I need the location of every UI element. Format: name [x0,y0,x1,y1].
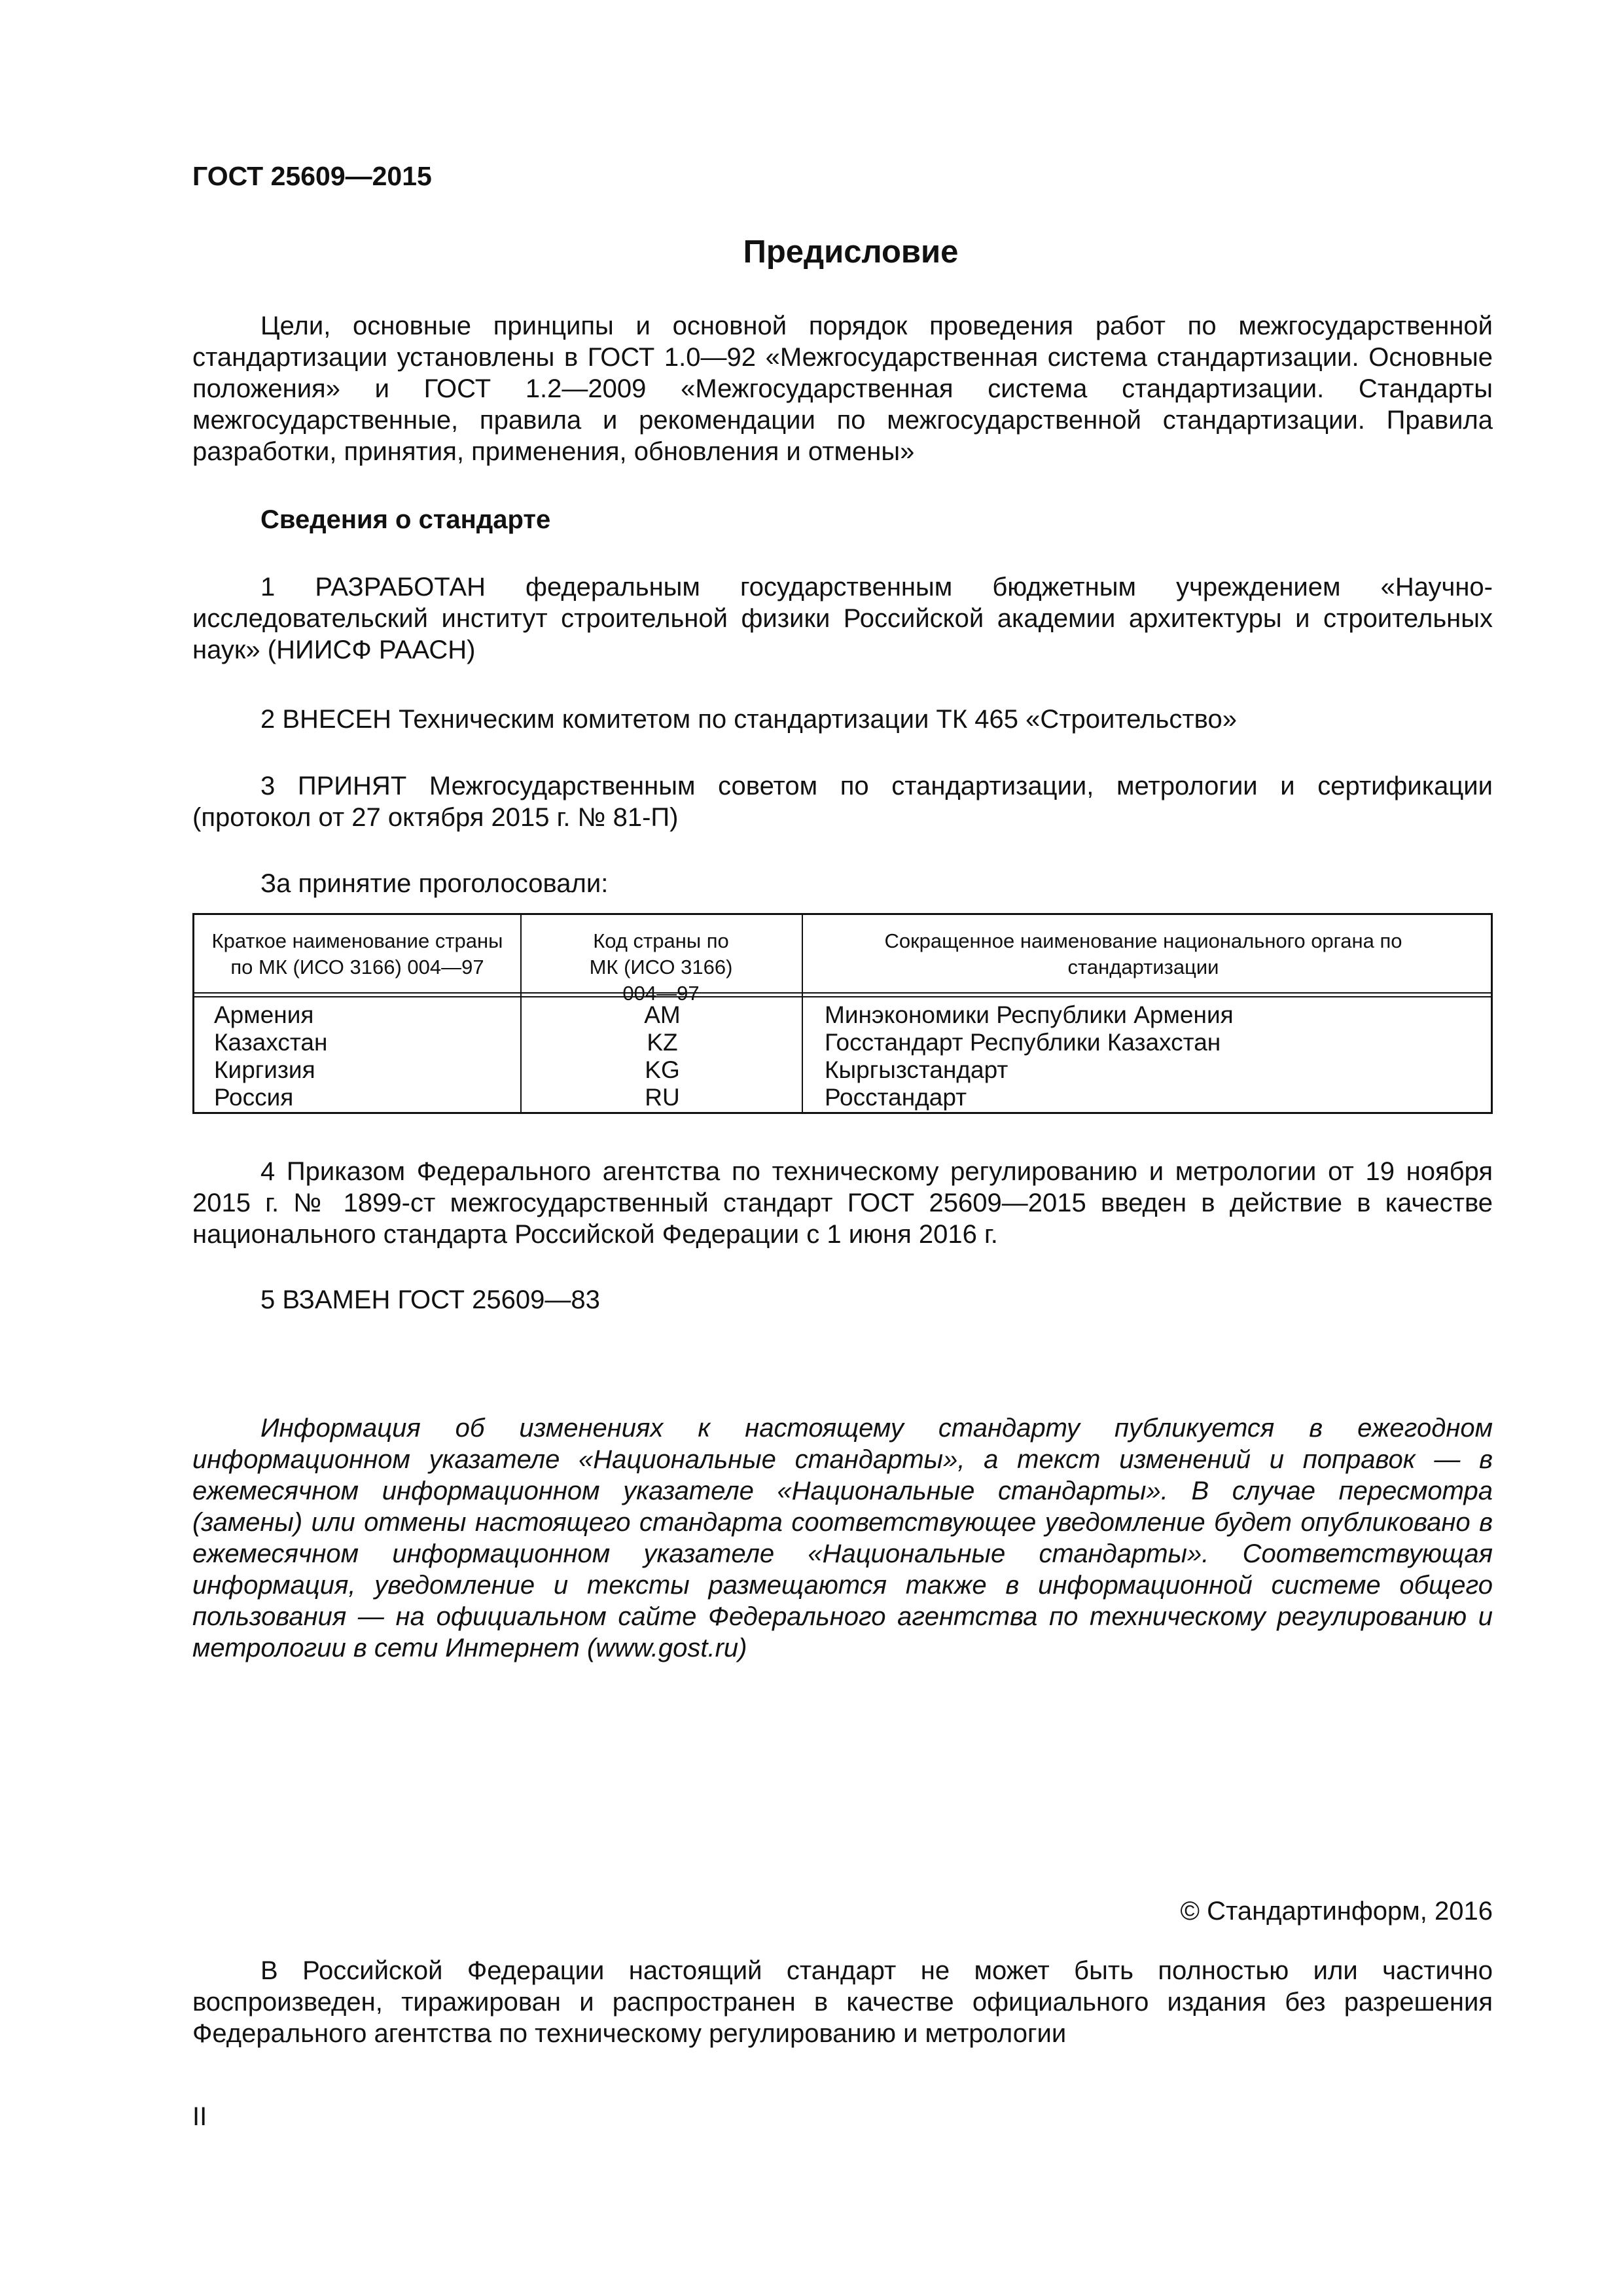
table-header-country: Краткое наименование страны по МК (ИСО 3166) 004—97 [211,929,503,978]
page-number: II [192,2102,207,2131]
table-column-body [825,1001,1234,1111]
item-introduced: 2 ВНЕСЕН Техническим комитетом по стандартизации ТК 465 «Строительство» [260,705,1237,734]
copyright: © Стандартинформ, 2016 [1180,1897,1493,1926]
table-cell: KZ [647,1029,678,1056]
table-divider [194,996,1491,997]
reproduction-notice: В Российской Федерации настоящий стандарт не может быть полностью или частично воспроизведен, тиражирован и распространен в качестве официального издания без разрешения Федерального агентства по техническому регулированию и метрологии [192,1956,1493,2048]
table-cell: Госстандарт Республики Казахстан [825,1029,1221,1056]
item-replaces: 5 ВЗАМЕН ГОСТ 25609—83 [260,1285,600,1314]
vote-label: За принятие проголосовали: [260,869,609,898]
table-cell: RU [645,1084,680,1111]
table-header-body: Сокращенное наименование национального органа по стандартизации [884,929,1402,978]
table-cell: Киргизия [214,1056,315,1083]
item-developed: 1 РАЗРАБОТАН федеральным государственным бюджетным учреждением «Научно-исследовательский институт строительной физики Российской академии архитектуры и строительных наук» (НИИСФ РААСН) [192,573,1493,664]
table-cell: Росстандарт [825,1084,967,1111]
table-cell: Казахстан [214,1029,328,1056]
table-header-code: Код страны по МК (ИСО 3166) 004—97 [589,929,733,1005]
page-title: Предисловие [743,234,959,270]
voting-table [192,913,1493,1114]
table-cell: AM [644,1001,681,1028]
table-column-code [522,1001,803,1111]
item-order: 4 Приказом Федерального агентства по техническому регулированию и метрологии от 19 ноября 2015 г. № 1899-ст межгосударственный стандарт ГОСТ 25609—2015 введен в действие в качестве национального стандарта Российской Федерации с 1 июня 2016 г. [192,1157,1493,1249]
document-code: ГОСТ 25609—2015 [192,161,432,191]
table-cell: Армения [214,1001,314,1028]
table-cell: Кыргызстандарт [825,1056,1008,1083]
intro-paragraph: Цели, основные принципы и основной порядок проведения работ по межгосударственной стандартизации установлены в ГОСТ 1.0—92 «Межгосударственная система стандартизации. Основные положения» и ГОСТ 1.2—2009 «Межгосударственная система стандартизации. Стандарты межгосударственные, правила и рекомендации по межгосударственной стандартизации. Правила разработки, принятия, применения, обновления и отмены» [192,312,1493,466]
table-cell: Россия [214,1084,294,1111]
item-adopted: 3 ПРИНЯТ Межгосударственным советом по стандартизации, метрологии и сертификации (протокол от 27 октября 2015 г. № 81-П) [192,772,1493,832]
change-notice: Информация об изменениях к настоящему стандарту публикуется в ежегодном информационном указателе «Национальные стандарты», а текст изменений и поправок — в ежемесячном информационном указателе «Национальные стандарты». В случае пересмотра (замены) или отмены настоящего стандарта соответствующее уведомление будет опубликовано в ежемесячном информационном указателе «Национальные стандарты». Соответствующая информация, уведомление и тексты размещаются также в информационной системе общего пользования — на официальном сайте Федерального агентства по техническому регулированию и метрологии в сети Интернет (www.gost.ru) [192,1414,1493,1662]
table-column-country [214,1001,327,1111]
table-cell: KG [645,1056,680,1083]
table-cell: Минэкономики Республики Армения [825,1001,1234,1028]
table-divider [194,992,1491,994]
section-heading: Сведения о стандарте [260,505,551,534]
